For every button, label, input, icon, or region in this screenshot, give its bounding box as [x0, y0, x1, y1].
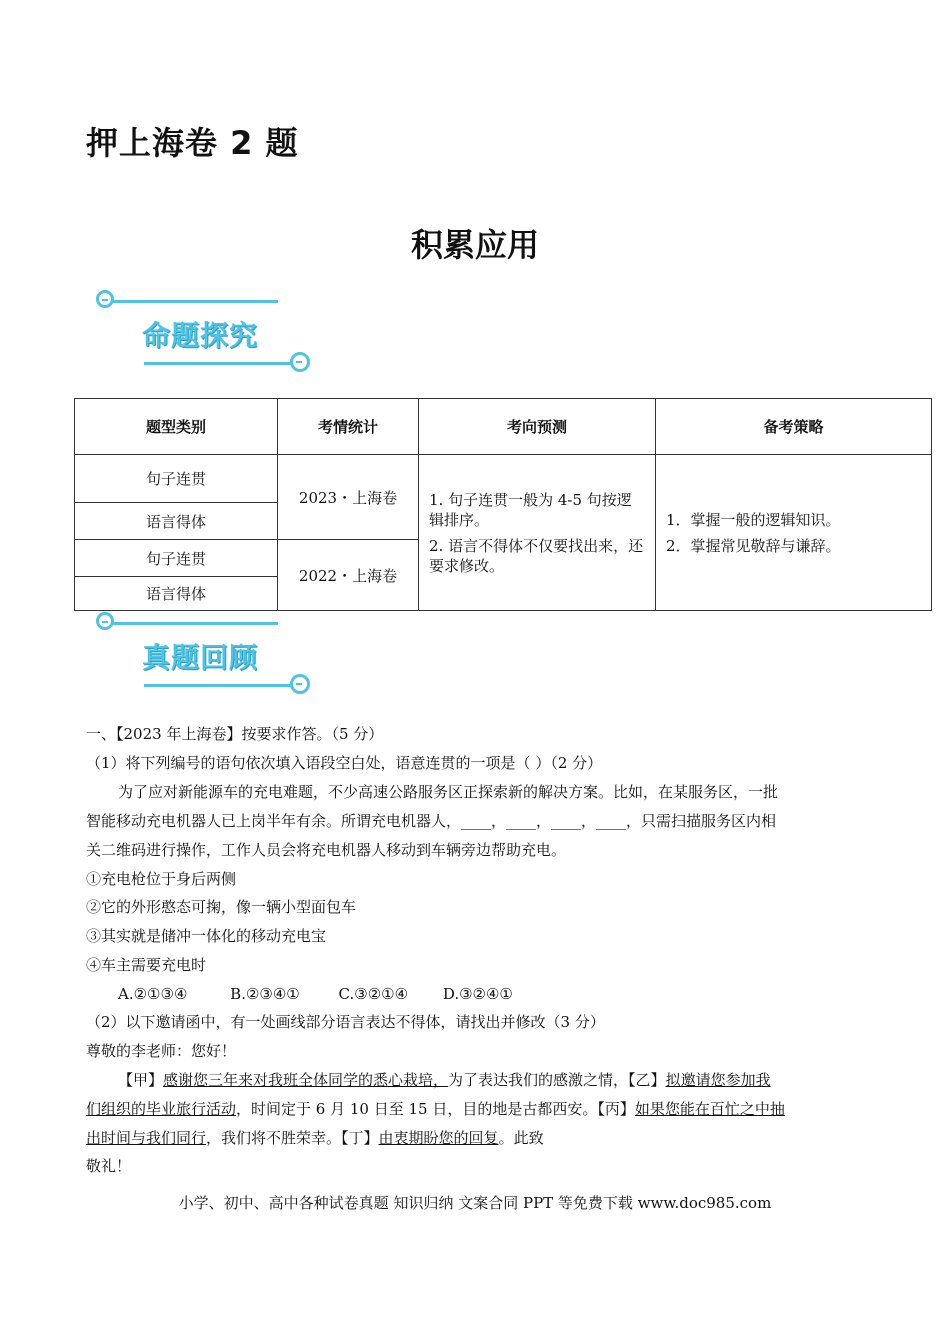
table-header: 考情统计: [278, 399, 419, 455]
section-title: 积累应用: [410, 226, 539, 264]
footer: 小学、初中、高中各种试卷真题 知识归纳 文案合同 PPT 等免费下载 www.doc985.com: [178, 1194, 772, 1212]
forecast-item: 1. 句子连贯一般为 4-5 句按逻辑排序。: [429, 490, 632, 529]
table-cell: 语言得体: [75, 503, 278, 540]
letter-text: ，我们将不胜荣幸。: [206, 1129, 342, 1147]
letter-line: [86, 1128, 544, 1148]
underlined-ding: 由衷期盼您的回复: [378, 1129, 499, 1147]
underlined-bing: 出时间与我们同行: [86, 1129, 207, 1147]
paragraph-line: 为了应对新能源车的充电难题，不少高速公路服务区正探索新的解决方案。比如，在某服务区，一批: [118, 783, 779, 801]
letter-text: 为了表达我们的感激之情，: [448, 1071, 629, 1089]
underlined-bing: 如果您能在百忙之中抽: [634, 1100, 785, 1118]
option-c: C.③②①④: [338, 985, 409, 1003]
underlined-jia: 感谢您三年来对我班全体同学的悉心栽培，: [163, 1071, 449, 1089]
tag-ding: 【丁】: [341, 1129, 379, 1147]
table-cell: 语言得体: [75, 577, 278, 611]
table-cell: 2023・上海卷: [278, 455, 419, 540]
table-cell: 句子连贯: [75, 455, 278, 503]
forecast-cell: [419, 455, 656, 611]
paragraph-line: 关二维码进行操作，工作人员会将充电机器人移动到车辆旁边帮助充电。: [86, 841, 567, 859]
answer-options: [118, 984, 513, 1004]
sentence-item: ④车主需要充电时: [86, 956, 207, 974]
letter-greeting: 尊敬的李老师：您好！: [86, 1042, 237, 1060]
tag-jia: 【甲】: [118, 1071, 164, 1089]
table-header: 备考策略: [656, 399, 932, 455]
tag-yi: 【乙】: [628, 1071, 666, 1089]
option-a: A.②①③④: [118, 985, 188, 1003]
strategy-item: 1．掌握一般的逻辑知识。: [666, 510, 841, 529]
exam-stats-table: [74, 398, 932, 611]
underlined-yi: 们组织的毕业旅行活动: [86, 1100, 237, 1118]
circle-icon: [96, 290, 114, 308]
strategy-cell: [656, 455, 932, 611]
banner-label: 命题探究: [142, 319, 259, 352]
question-heading: 一、【2023 年上海卷】按要求作答。（5 分）: [86, 725, 384, 743]
letter-closing: 敬礼！: [86, 1157, 132, 1175]
tag-bing: 【丙】: [597, 1100, 635, 1118]
table-cell: 句子连贯: [75, 540, 278, 577]
option-d: D.③②④①: [442, 985, 513, 1003]
banner-label: 真题回顾: [142, 641, 259, 674]
circle-icon: [290, 674, 310, 694]
letter-text: 。此致: [498, 1129, 544, 1147]
page-title: 押上海卷 2 题: [86, 124, 299, 162]
question-part2: （2）以下邀请函中，有一处画线部分语言表达不得体，请找出并修改（3 分）: [86, 1013, 605, 1031]
forecast-item: 2. 语言不得体不仅要找出来，还要求修改。: [429, 536, 644, 575]
sentence-item: ②它的外形憨态可掬，像一辆小型面包车: [86, 898, 357, 916]
circle-icon: [290, 352, 310, 372]
underlined-yi: 拟邀请您参加我: [665, 1071, 771, 1089]
banner-propositions: [86, 290, 326, 380]
table-cell: 2022・上海卷: [278, 540, 419, 611]
paragraph-line: 智能移动充电机器人已上岗半年有余。所谓充电机器人，____，____，____，____，只需扫描服务区内相: [86, 812, 777, 830]
table-header: 考向预测: [419, 399, 656, 455]
option-b: B.②③④①: [230, 985, 300, 1003]
letter-line: [118, 1070, 771, 1090]
sentence-item: ③其实就是储冲一体化的移动充电宝: [86, 927, 327, 945]
circle-icon: [96, 612, 114, 630]
table-header: 题型类别: [75, 399, 278, 455]
letter-text: ，时间定于 6 月 10 日至 15 日，目的地是古都西安。: [236, 1100, 598, 1118]
letter-line: [86, 1099, 785, 1119]
strategy-item: 2．掌握常见敬辞与谦辞。: [666, 536, 841, 555]
banner-past-exams: [86, 612, 326, 702]
sentence-item: ①充电枪位于身后两侧: [86, 870, 237, 888]
question-part1: （1）将下列编号的语句依次填入语段空白处，语意连贯的一项是（ ）（2 分）: [86, 754, 603, 772]
